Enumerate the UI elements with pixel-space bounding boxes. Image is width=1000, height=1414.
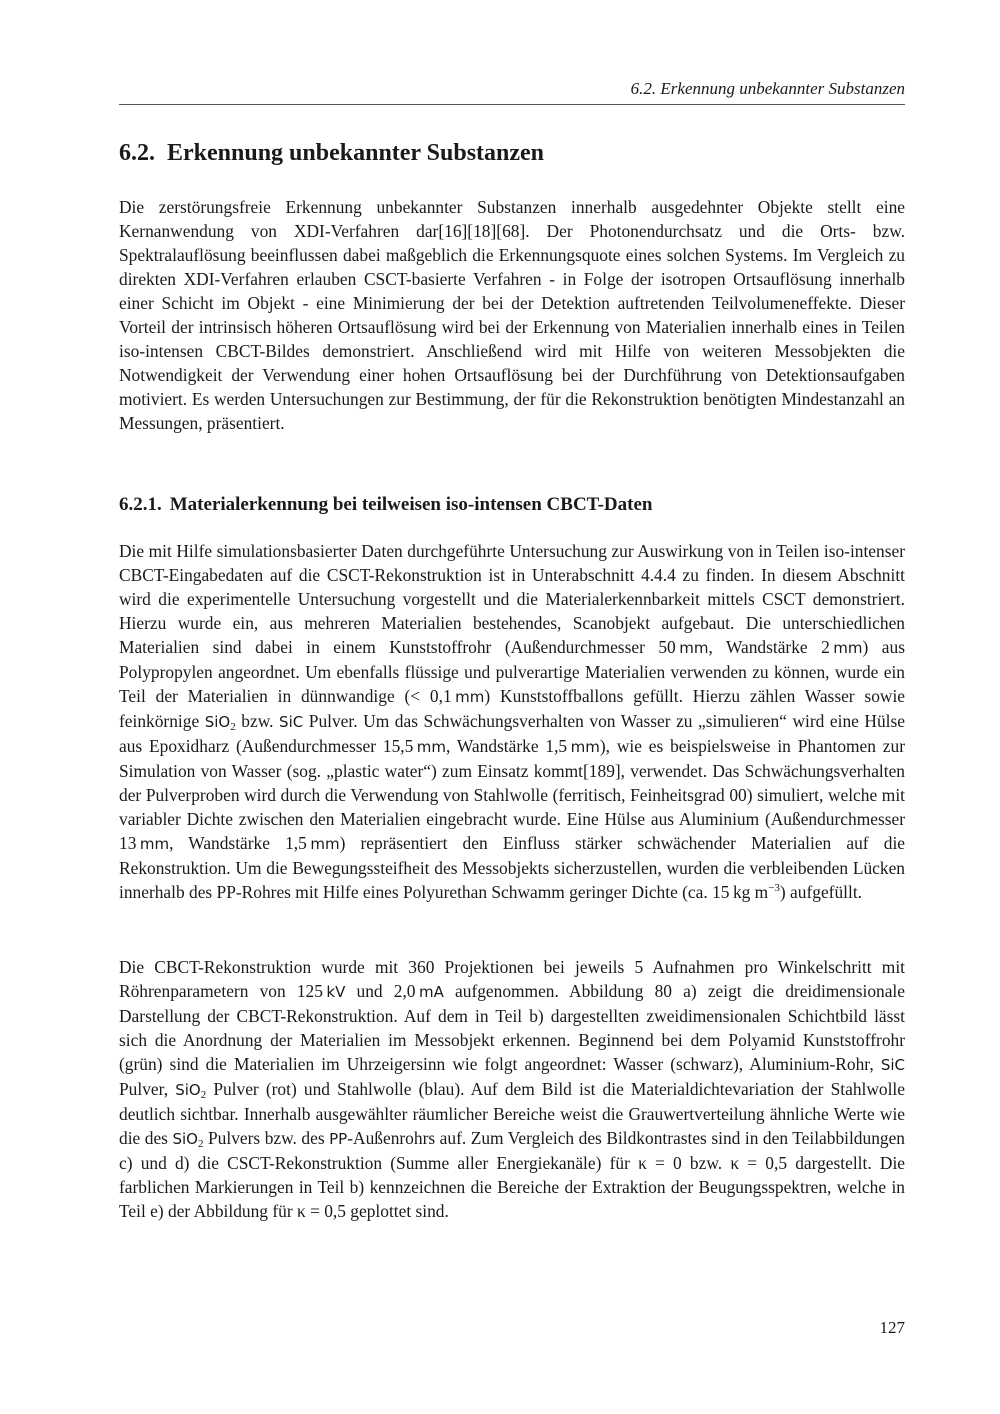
text-run: und 2,0: [345, 981, 419, 1001]
unit-ma: mA: [418, 983, 444, 1001]
subscript: 2: [200, 1089, 207, 1101]
unit-mm: mm: [139, 835, 170, 853]
text-run: ) Kunststoffballons gefüllt. Hierzu zählen Wasser sowie feinkörnige: [119, 686, 905, 731]
text-run: ) repräsentiert den Einfluss stärker schwächender Materialien auf die Rekonstruktion. Um die Bewegungssteifheit des Messobjekts sicherzustellen, wurden die verbleibenden Lücken innerhalb des PP-Rohres mit Hilfe eines Polyurethan Schwamm geringer Dichte (ca. 15: [119, 833, 905, 902]
page-number: 127: [879, 1318, 905, 1337]
unit-mm: mm: [416, 738, 447, 756]
chem-sio2: SiO: [172, 1130, 198, 1148]
text-run: Pulvers bzw. des: [203, 1128, 330, 1148]
text-run: Die CBCT-Rekonstruktion wurde mit 360 Projektionen bei jeweils 5 Aufnahmen pro Winkelschritt mit Röhrenparametern von 125: [119, 957, 905, 1001]
text-run: , Wandstärke 1,5: [169, 833, 311, 853]
unit-mm: mm: [833, 639, 863, 657]
unit-mm: mm: [310, 835, 340, 853]
text-run: , Wandstärke 1,5: [446, 736, 571, 756]
text-run: Pulver (rot) und Stahlwolle (blau). Auf dem Bild ist die Materialdichtevariation der Stahlwolle deutlich sichtbar. Innerhalb ausgewählter räumlicher Bereiche weist die Grauwertverteilung ähnliche Werte wie die des: [119, 1079, 905, 1148]
text-run: Die mit Hilfe simulationsbasierter Daten durchgeführte Untersuchung zur Auswirkung von in Teilen iso-intenser CBCT-Eingabedaten auf die CSCT-Rekonstruktion ist in Unterabschnitt 4.4.4 zu finden. In diesem Abschnitt wird die experimentelle Untersuchung vorgestellt und die Materialerkennbarkeit mittels CSCT demonstriert. Hierzu wurde ein, aus mehreren Materialien bestehendes, Scanobjekt aufgebaut. Die unterschiedlichen Materialien sind dabei in einem Kunststoffrohr (Außendurchmesser 50: [119, 541, 905, 657]
chem-sic: SiC: [279, 713, 304, 731]
text-run: Pulver. Um das Schwächungsverhalten von Wasser zu „simulieren“ wird eine Hülse aus Epoxidharz (Außendurchmesser 15,5: [119, 711, 905, 756]
section-number: 6.2.: [119, 140, 155, 166]
unit-kgm: kg m: [732, 882, 769, 902]
text-run: , Wandstärke 2: [708, 637, 834, 657]
subscript: 2: [230, 721, 236, 733]
header-rule: [119, 104, 905, 105]
text-run: ) aus Polypropylen angeordnet. Um ebenfalls flüssige und pulverartige Materialien verwenden zu können, wurde ein Teil der Materialien in dünnwandige (< 0,1: [119, 637, 905, 706]
unit-kv: kV: [326, 983, 346, 1001]
subsection-title: Materialerkennung bei teilweisen iso-intensen CBCT-Daten: [169, 494, 653, 515]
reconstruction-paragraph: [119, 955, 905, 1223]
text-run: ) aufgefüllt.: [779, 882, 863, 902]
subsection-number: 6.2.1.: [119, 494, 162, 515]
unit-mm: mm: [455, 688, 485, 706]
unit-mm: mm: [679, 639, 709, 657]
chem-sio2: SiO: [204, 713, 231, 731]
superscript: −3: [768, 882, 780, 894]
running-head: 6.2. Erkennung unbekannter Substanzen: [630, 79, 905, 98]
chem-sio2: SiO: [175, 1081, 201, 1099]
section-title: Erkennung unbekannter Substanzen: [167, 140, 545, 166]
text-run: bzw.: [235, 711, 280, 731]
text-run: aufgenommen. Abbildung 80 a) zeigt die dreidimensionale Darstellung der CBCT-Rekonstruktion. Auf dem in Teil b) dargestellten zweidimensionalen Schichtbild lässt sich die Anordnung der Materialien im Messobjekt erkennen. Beginnend bei dem Polyamid Kunststoffrohr (grün) sind die Materialien im Uhrzeigersinn wie folgt angeordnet: Wasser (schwarz), Aluminium-Rohr,: [119, 981, 905, 1074]
unit-mm: mm: [570, 738, 600, 756]
chem-sic: SiC: [880, 1056, 905, 1074]
text-run: -Außenrohrs auf. Zum Vergleich des Bildkontrastes sind in den Teilabbildungen c) und d) die CSCT-Rekonstruktion (Summe aller Energiekanäle) für κ = 0 bzw. κ = 0,5 dargestellt. Die farblichen Markierungen in Teil b) kennzeichnen die Bereiche der Extraktion der Beugungsspektren, welche in Teil e) der Abbildung für κ = 0,5 geplottet sind.: [119, 1128, 905, 1221]
text-run: Pulver,: [119, 1079, 176, 1099]
text-run: ), wie es beispielsweise in Phantomen zur Simulation von Wasser (sog. „plastic water“) zum Einsatz kommt[189], verwendet. Das Schwächungsverhalten der Pulverproben wird durch die Verwendung von Stahlwolle (ferritisch, Feinheitsgrad 00) simuliert, welche mit variabler Dichte zwischen den Materialien eingebracht wurde. Eine Hülse aus Aluminium (Außendurchmesser 13: [119, 736, 905, 853]
intro-paragraph: Die zerstörungsfreie Erkennung unbekannter Substanzen innerhalb ausgedehnter Objekte stellt eine Kernanwendung von XDI-Verfahren dar[16][18][68]. Der Photonendurchsatz und die Orts- bzw. Spektralauflösung beeinflussen dabei maßgeblich die Erkennungsquote eines solchen Systems. Im Vergleich zu direkten XDI-Verfahren erlauben CSCT-basierte Verfahren - in Folge der isotropen Ortsauflösung innerhalb einer Schicht im Objekt - eine Minimierung der bei der Detektion auftretenden Teilvolumeneffekte. Dieser Vorteil der intrinsisch höheren Ortsauflösung wird bei der Erkennung von Materialien innerhalb eines in Teilen iso-intensen CBCT-Bildes demonstriert. Anschließend wird mit Hilfe von weiteren Messobjekten die Notwendigkeit der Verwendung einer hohen Ortsauflösung bei der Durchführung von Detektionsaufgaben motiviert. Es werden Untersuchungen zur Bestimmung, der für die Rekonstruktion benötigten Mindestanzahl an Messungen, präsentiert.: [119, 197, 905, 433]
subsection-heading: [119, 492, 652, 518]
section-heading: [119, 138, 544, 168]
abbrev-pp: PP: [329, 1130, 348, 1148]
subscript: 2: [197, 1138, 204, 1150]
experiment-paragraph: [119, 539, 905, 904]
